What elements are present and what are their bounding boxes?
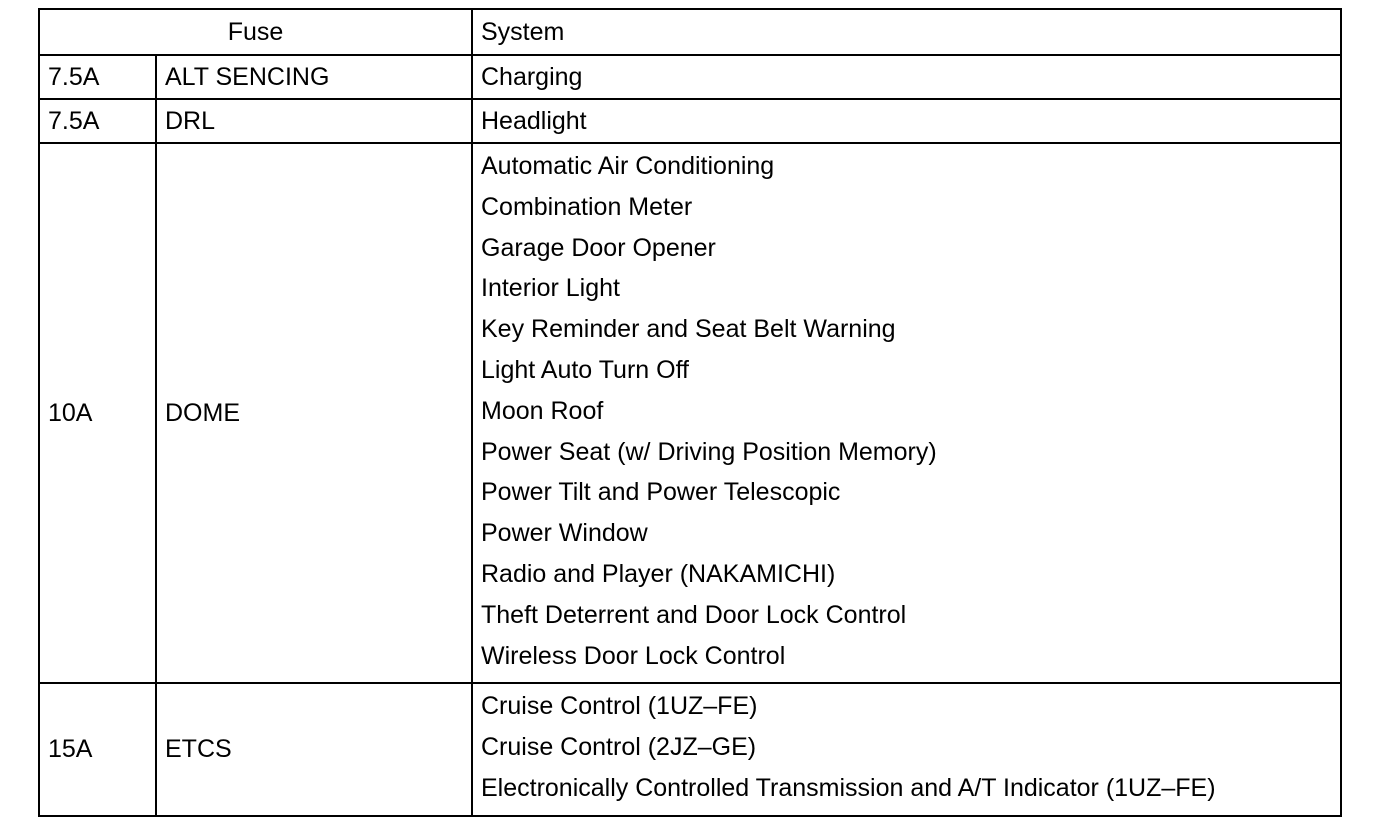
- system-name: Theft Deterrent and Door Lock Control: [481, 600, 907, 629]
- system-name: Electronically Controlled Transmission and A/T Indicator (1UZ–FE): [481, 773, 1216, 802]
- system-name: Moon Roof: [481, 396, 604, 425]
- fuse-system-table: [38, 8, 1342, 817]
- fuse-amperage: 10A: [39, 143, 156, 683]
- system-name: Power Tilt and Power Telescopic: [481, 478, 841, 507]
- header-system: System: [472, 9, 1341, 55]
- system-name: Power Seat (w/ Driving Position Memory): [481, 437, 937, 466]
- table-row: [39, 99, 1341, 143]
- system-name: Light Auto Turn Off: [481, 355, 690, 384]
- system-name: Charging: [472, 55, 1341, 99]
- system-name: Cruise Control (2JZ–GE): [481, 733, 757, 762]
- system-name: Headlight: [472, 99, 1341, 143]
- system-name: Combination Meter: [481, 192, 693, 221]
- fuse-amperage: 15A: [39, 683, 156, 815]
- fuse-name: DRL: [156, 99, 472, 143]
- fuse-amperage: 7.5A: [39, 55, 156, 99]
- system-name: Automatic Air Conditioning: [481, 152, 775, 180]
- fuse-name: ALT SENCING: [156, 55, 472, 99]
- system-name: Wireless Door Lock Control: [481, 641, 786, 670]
- table-header-row: [39, 9, 1341, 55]
- system-name: Interior Light: [481, 274, 620, 303]
- table-row: [39, 143, 1341, 683]
- system-list: [472, 143, 1341, 683]
- fuse-name: ETCS: [156, 683, 472, 815]
- header-fuse: Fuse: [39, 9, 472, 55]
- system-list: [472, 683, 1341, 815]
- fuse-amperage: 7.5A: [39, 99, 156, 143]
- table-row: [39, 55, 1341, 99]
- fuse-name: DOME: [156, 143, 472, 683]
- system-name: Garage Door Opener: [481, 233, 716, 262]
- system-name: Key Reminder and Seat Belt Warning: [481, 315, 896, 344]
- system-name: Radio and Player (NAKAMICHI): [481, 559, 836, 588]
- system-name: Power Window: [481, 519, 648, 548]
- system-name: Cruise Control (1UZ–FE): [481, 692, 758, 721]
- table-row: [39, 683, 1341, 815]
